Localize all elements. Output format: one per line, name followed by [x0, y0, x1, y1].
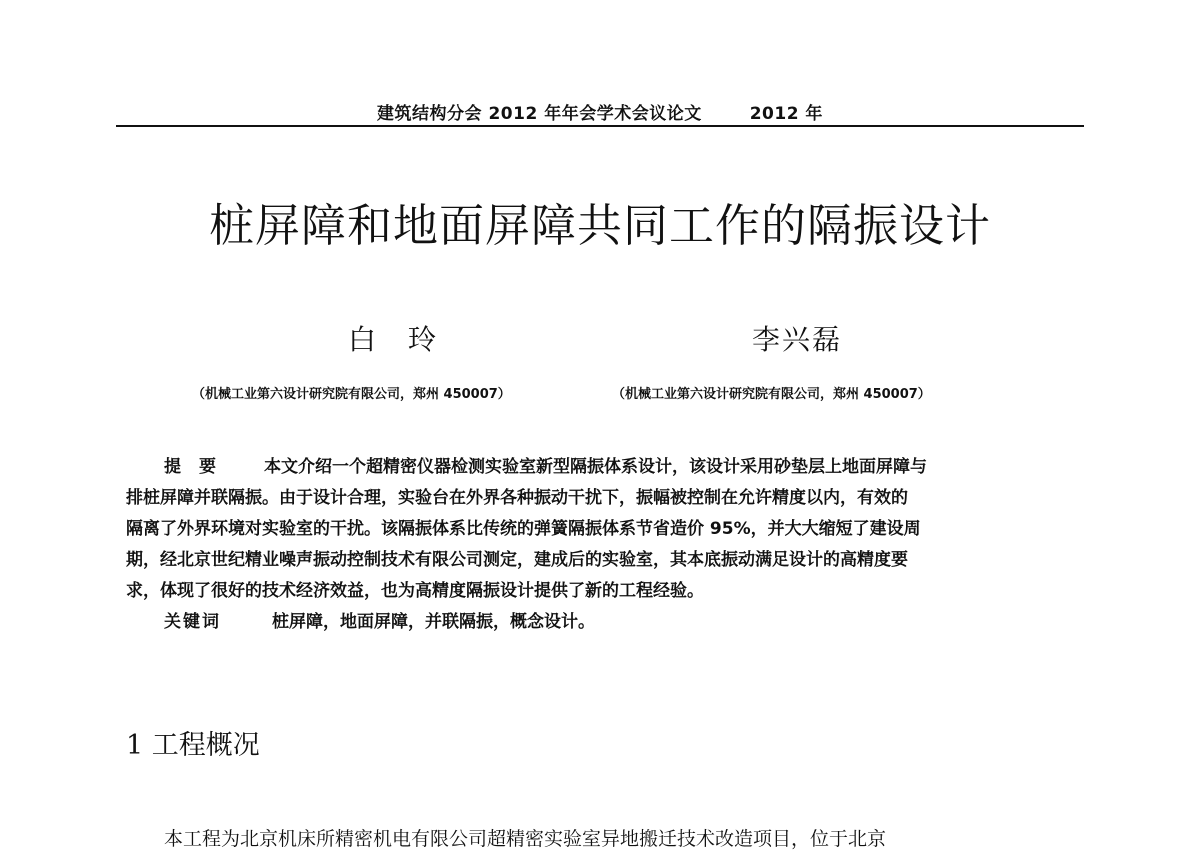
keywords-label: 关键词: [164, 612, 221, 632]
abstract-text: 本文介绍一个超精密仪器检测实验室新型隔振体系设计，该设计采用砂垫层上地面屏障与: [264, 457, 927, 477]
abstract-line: 隔离了外界环境对实验室的干扰。该隔振体系比传统的弹簧隔振体系节省造价 95%，并大大缩短了建设周: [126, 519, 921, 539]
abstract-line: [126, 452, 1084, 483]
abstract-line: 求，体现了很好的技术经济效益，也为高精度隔振设计提供了新的工程经验。: [126, 581, 704, 601]
abstract-label: 提要: [164, 457, 234, 477]
author-1-affiliation: （机械工业第六设计研究院有限公司，郑州 450007）: [192, 387, 511, 402]
body-paragraph: 本工程为北京机床所精密机电有限公司超精密实验室异地搬迁技术改造项目，位于北京: [164, 828, 887, 850]
keywords-text: 桩屏障，地面屏障，并联隔振，概念设计。: [272, 612, 595, 632]
author-2-name: 李兴磊: [752, 323, 843, 356]
keywords-line: [126, 607, 1084, 638]
abstract-line: 排桩屏障并联隔振。由于设计合理，实验台在外界各种振动干扰下，振幅被控制在允许精度以内，有效的: [126, 488, 908, 508]
author-2-affiliation: （机械工业第六设计研究院有限公司，郑州 450007）: [612, 387, 931, 402]
header-rule: [116, 125, 1084, 127]
running-header: [116, 94, 1084, 124]
abstract: [126, 452, 1084, 638]
abstract-line: 期，经北京世纪精业噪声振动控制技术有限公司测定，建成后的实验室，其本底振动满足设计的高精度要: [126, 550, 908, 570]
section-heading: 1 工程概况: [126, 730, 260, 761]
author-1-name: 白玲: [348, 323, 469, 356]
paper-title: 桩屏障和地面屏障共同工作的隔振设计: [208, 199, 991, 252]
running-title: 建筑结构分会 2012 年年会学术会议论文: [377, 104, 702, 124]
running-year: 2012 年: [749, 104, 823, 124]
